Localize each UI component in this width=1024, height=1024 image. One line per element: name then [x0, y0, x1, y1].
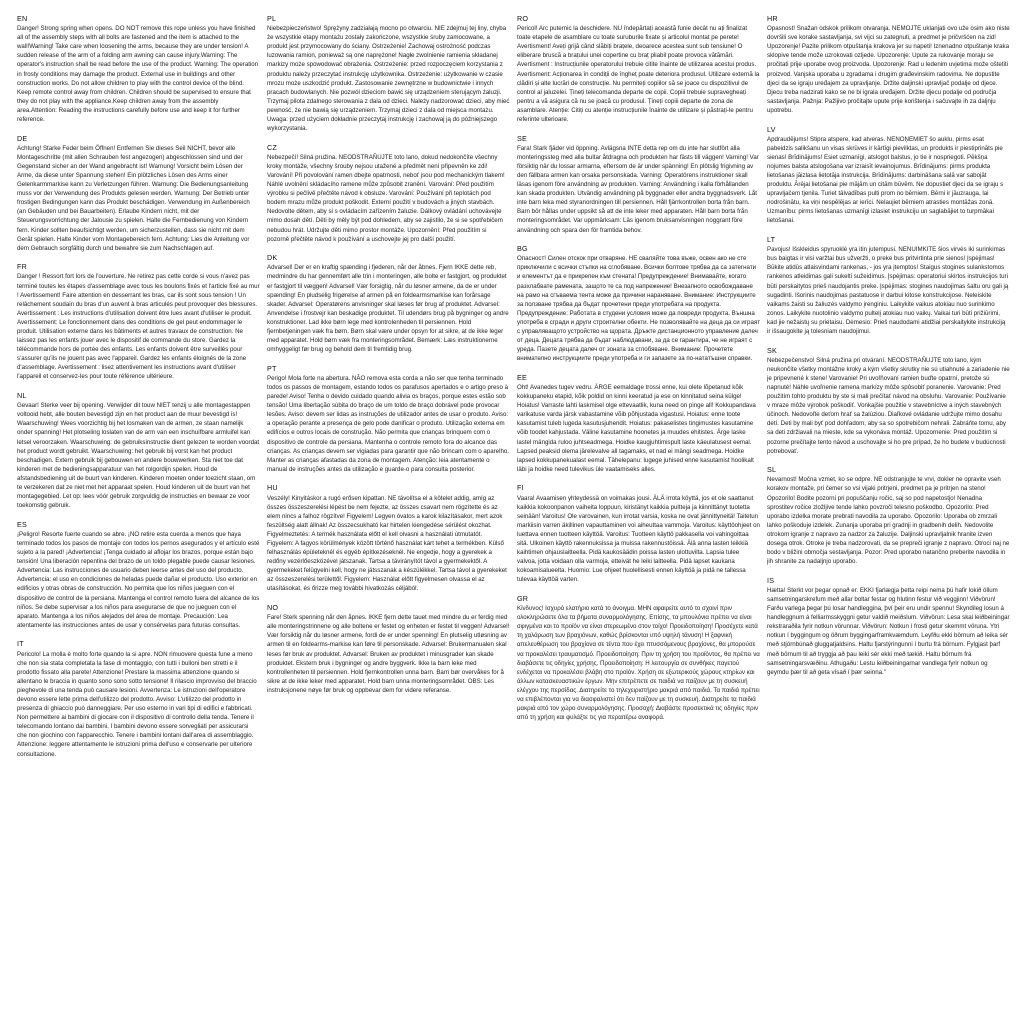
warning-text: Achtung! Starke Feder beim Öffnen! Entfernen Sie dieses Seil NICHT, bevor alle Montageschritte (mit allen Schrauben fest angezogen) abgeschlossen sind und der Gegenstand sicher an der Wand angebracht ist! Warnung! Vorsicht beim Lösen der Arme, da diese unter Spannung stehen! Ein plötzliches Lösen des Arms einer Gelenkarmmarkise kann zu Verletzungen führen. Warnung: Die Bedienungsanleitung muss vor der Verwendung des Produkts gelesen werden. Warnung: Der Betrieb unter frostigen Bedingungen kann das Produkt beschädigen. Verwendung im Außenbereich (an Gebäuden und bei Bauarbeiten). Erlaube Kindern nicht, mit der Steuerungsvorrichtung der Jalousie zu spielen. Halte die Fernbedienung von Kindern fern. Kinder sollten beaufsichtigt werden, um sicherzustellen, dass sie nicht mit dem Gerät spielen. Halte Kinder vom Montagebereich fern. Achtung: Lies die Anleitung vor dem Gebrauch sorgfältig durch und bewahre sie zum Nachschlagen auf. — [17, 144, 250, 252]
language-section-hr — [767, 14, 1010, 115]
warning-text: Oht! Avanedes tugev vedru. ÄRGE eemaldage trossi enne, kui olete lõpetanud kõik kokkupaneku etapid, kõik poldid on kinni keeratud ja ese on kinnitatud seina külge! Hoiatus! Varraste lahti laskmisel olge ettevaatlik, kuna need on pinge all! Kokkupandava varikatuse varda järsk vabastamine võib põhjustada vigastusi. Hoiatus: enne toote kasutamist tuleb lugeda kasutusjuhendit. Hoiatus: pakaselistes tingimustes kasutamine võib toodet kahjustada. Väline kasutamine hoonetes ja muudes ehitistes. Ärge laske lastel mängida ruloo juhtseadmega. Hoidke kaugjuhtimispult laste käeulatusest eemal. Lapsed peaksid olema järelevalve all tagamaks, et nad ei mängi seadmega. Hoidke lapsed kokkupanekualast eemal. Tähelepanu: lugege juhised enne kasutamist hoolikalt läbi ja hoidke need tulevikus üle vaatamiseks alles. — [517, 383, 756, 473]
warning-text: Vaara! Avaamisen yhteydessä on voimakas jousi. ÄLÄ irrota köyttä, jos et ole saattanut kaikkia kokoonpanon vaiheita loppuun, kiristänyt kaikkia pultteja ja kiinnittänyt tuotetta seinään! Varoitus! Ole varovainen, kun irrotat varsia, koska ne ovat jännittyneitä! Taitetun markiisin varren äkillinen vapauttaminen voi aiheuttaa vammoja. Varoitus: käyttöohjeet on luettava ennen tuotteen käyttöä. Varoitus: Tuotteen käyttö pakkasella voi vahingoittaa sitä. Ulkoinen käyttö rakennuksissa ja muissa rakennustöissä. Älä anna lasten leikkiä kaihtimen ohjauslaitteella. Pidä kaukosäädin poissa lasten ulottuvilta. Lapsia tulee valvoa, jotta voidaan olla varmoja, etteivät he leiki laitteella. Pidä lapset kaukana kokoamisalueelta. Huomio: Lue ohjeet huolellisesti ennen käyttöä ja pidä ne tallessa tulevaa käyttöä varten. — [517, 494, 760, 584]
language-code: ES — [17, 519, 27, 529]
language-section-hu — [267, 483, 510, 593]
language-code: RO — [517, 14, 529, 23]
language-section-en — [17, 14, 260, 124]
language-section-gr — [517, 594, 760, 722]
column-2 — [267, 14, 510, 1018]
warning-text: Pericolo! La molla è molto forte quando la si apre. NON rimuovere questa fune a meno che non sia stata completata la fase di montaggio, con tutti i bulloni ben stretti e il prodotto fissato alla parete! Attenzione! Prestare la massima attenzione quando si allentano le braccia in quanto sono sono sotto tensione! Il rilascio improvviso del braccio pieghevole di una tenda può causare lesioni. Avvertenza: Le istruzioni dell'operatore devono essere lette prima dell'utilizzo del prodotto. Avviso: L'utilizzo del prodotto in presenza di ghiaccio può danneggiare. Per uso esterno in vari tipi di edifici e fabbricati. Non permettere ai bambini di giocare con il dispositivo di controllo della tenda. Tenere il telecomando lontano dai bambini. I bambini devono essere sorvegliati per assicurarsi che non giochino con l'apparecchio. Tenere i bambini lontani dall'area di assemblaggio. Attenzione: leggere attentamente le istruzioni prima dell'uso e conservarle per ulteriore consultazione. — [17, 650, 257, 758]
warning-text: Fare! Sterk spenning når den åpnes. IKKE fjern dette tauet med mindre du er ferdig med alle monteringstrinnene og alle boltene er festet og enheten er festet til veggen! Advarsel! Vær forsiktig når du løsner armene, fordi de er under spenning! En plutselig utløsning av armen til en foldearms-markise kan føre til personskade. Advarsel: Brukermanualen skal leses før bruk av produktet. Advarsel: Bruken av produktet i minusgrader kan skade produktet. Ekstern bruk i bygninger og andre byggverk. Ikke la barn leke med kontrollenheten til persiennen. Hold fjernkontrollen unna barn. Barn bør overvåkes for å sikre at de ikke leker med apparatet. Hold barn unna monteringsområdet. OBS: Les instruksjonene nøye før bruk og oppbevar dem for videre referanse. — [267, 614, 510, 694]
language-section-ee — [517, 373, 760, 474]
language-section-cz — [267, 143, 510, 244]
language-code: GR — [517, 593, 529, 603]
language-code: CZ — [267, 142, 277, 152]
language-section-de — [17, 134, 260, 253]
language-code: EN — [17, 14, 28, 23]
warning-text: Advarsel! Der er en kraftig spænding i fjederen, når der åbnes. Fjern IKKE dette reb, medmindre du har gennemført alle trin i monteringen, alle bolte er fastgjort, og produktet er fastgjort til væggen! Advarsel! Vær forsigtig, når du løsner armene, da de er under spænding! En pludselig frigørelse af armen på en foldearmsmarkise kan forårsage skader. Advarsel: Operatørens anvisninger skal læses før brug af produktet. Advarsel: Anvendelse i frostvejr kan beskadige produktet. Til udendørs brug på bygninger og andre konstruktioner. Lad ikke børn lege med kontrolenheden til persiennen. Hold fjernbetjeningen væk fra børn. Børn skal være under opsyn for at sikre, at de ikke leger med apparatet. Hold børn væk fra monteringsområdet. Bemærk: Læs instruktionerne omhyggeligt før brug og behold dem til fremtidig brug. — [267, 264, 509, 354]
language-code: BG — [517, 244, 528, 254]
language-section-lv — [767, 125, 1010, 226]
warning-text: Pavojus! Išskleidus spyruoklė yra itin jutempusi. NENUIMKITE šios virvės iki surinkimas bus baigtas ir visi varžtai bus užveržti, o preke bus pritvirtinta prie sienos! Įspėjimas! Būkite atidūs atlaisvindami rankenas, - jos yra įtemptos! Staigus stogines sulankstomos rankenos atleidimas gali sukelti sužeidimus. Įspėjimas: operatoriui skirtos instrukcijos turi būti perskaitytos prieš naudojantis preke. Įspėjimas: stogines naudojimas šaltu oru gali ją sugadinti. Išorinis naudojimas pastatuose ir darbui kitose konstrukcijose. Neleiskite vaikams žaisti su žaliuzės valdymo įrenginiu. Laikykite vaikus atokiau nuo surinkimo zonos. Laikykite nuotolinio valdymo pultelį atokiau nuo vaikų. Vaikai turi būti prižiūrimi, kad jie nežaistų su prietaisu. Dėmesio: Prieš naudodami atidžiai perskaitykite instrukciją ir išsaugokite ją tolesniam naudojimui. — [767, 246, 1009, 335]
column-4 — [767, 14, 1010, 1018]
language-section-sk — [767, 346, 1010, 456]
language-section-it — [17, 639, 260, 758]
warning-text: Veszély! Kinyitáskor a rugó erősen kipattan. NE távolítsa el a kötelet addig, amíg az összes összeszerelési lépést be nem fejezte, az összes csavart nem rögzítette és az elem nincs a falhoz rögzítve! Figyelem! Legyen óvatos a karok kilazításakor, mert azok feszültség alatt állnak! Az összecsukható kar hirtelen kiengedése sérülést okozhat. Figyelmeztetés: A termék használata előtt el kell olvasni a használati útmutatót. Figyelem: A fagyos körülmények között történő használat kárt tehet a termékben. Külső felhasználás épületeknél és egyéb építkezéseknél. Ne engedje, hogy a gyerekek a redőny vezérlőeszközével játszanak. Tartsa a távirányítót távol a gyermekektől. A gyermekeket felügyelni kell, hogy ne játsszanak a készülékkel. Tartsa távol a gyerekeket az összeszerelési területtől. Figyelem: Használat előtt figyelmesen olvassa el az utasításokat, és őrizze meg további hivatkozás céljából. — [267, 494, 507, 593]
language-code: SE — [517, 133, 527, 143]
language-section-es — [17, 520, 260, 630]
language-section-no — [267, 603, 510, 695]
language-section-dk — [267, 253, 510, 354]
language-code: HR — [767, 14, 778, 23]
language-section-pt — [267, 364, 510, 474]
language-code: LT — [767, 235, 776, 245]
warning-text: Nebezpečí! Silná pružina. NEODSTRAŇUJTE toto lano, dokud nedokončíte všechny kroky montáže, všechny šrouby nejsou utažené a předmět není připevněn ke zdi! Varování! Při povolování ramen dbejte opatrnosti, neboť jsou pod mechanickým tlakem! Náhlé uvolnění skládacího ramene může způsobit zranění. Varování: Před použitím výrobku si pečlivě přečtěte návod k obsluze. Varování: Používání při teplotách pod bodem mrazu může produkt poškodit. Externí použití v budovách a jiných stavbách. Nedovolte dětem, aby si s ovládacím zařízením žaluzie. Dálkový ovládání uchovávejte mimo dosah dětí. Děti by měly být pod dohledem, aby se zajistilo, že si se spotřebičem nebudou hrát. Udržujte děti mimo prostor montáže. Upozornění: Před použitím si pozorně přečtěte návod k používání a uschovejte jej pro další použití. — [267, 153, 505, 243]
warning-text: ¡Peligro! Resorte fuerte cuando se abre. ¡NO retire esta cuerda a menos que haya terminado todos los pasos de montaje con todos los pernos asegurados y el artículo esté sujeto a la pared! ¡Advertencia! ¡Tenga cuidado al aflojar los brazos, porque están bajo tensión! Una liberación repentina del brazo de un toldo plegable puede causar lesiones. Advertencia: Las instrucciones de usuario deben leerse antes del uso del producto. Advertencia: el uso en condiciones de heladas puede dañar el producto. Uso exterior en edificios y otras obras de construcción. No permita que los niños jueguen con el dispositivo de control de la persiana. Mantenga el control remoto fuera del alcance de los niños. Se debe supervisar a los niños para asegurarse de que no jueguen con el aparato. Mantenga a los niños alejados del área de montaje. Precaución: Lea atentamente las instrucciones antes de usar y consérvelas para futuras consultas. — [17, 530, 260, 629]
column-1 — [17, 14, 260, 1018]
language-code: HU — [267, 483, 278, 493]
language-section-se — [517, 134, 760, 235]
language-code: PT — [267, 363, 277, 373]
warning-text: Nevarnost! Močna vzmet, ko se odpre. NE odstranjujte te vrvi, dokler ne opravite vseh korakov montaže, pri čemer so vsi vijaki pritrjeni, predmet pa je pritrjen na steno! Opozorilo! Bodite pozorni pri popuščanju ročic, saj so pod napetostjo! Nenadna sprostitev ročice zložljive tende lahko povzroči telesno poškodbo. Opozorilo: Pred uporabo izdelka morate prebrati navodila za uporabo. Opozorilo: Uporaba ob zmrzali lahko poškoduje izdelek. Zunanja uporaba pri gradnji in gradbenih delih. Nedovolite otrokom igranje z napravo za nadzor za žaluzije. Daljinski upravljalnik hranite izven dosega otrok. Otroke je treba nadzorovati, da se prepreči igranje z napravo. Otroci naj ne bodo v bližini območja sestavljanja. Pozor: Pred uporabo natančno preberite navodila in jih shranite za nadaljnjo uporabo. — [767, 476, 1010, 566]
language-code: IS — [767, 575, 775, 585]
language-code: FR — [17, 262, 27, 272]
language-code: DE — [17, 133, 28, 143]
warning-text: Κίνδυνος! Ισχυρό ελατήριο κατά το άνοιγμα. ΜΗΝ αφαιρείτε αυτό το σχοινί πριν ολοκληρώσετε όλα τα βήματα συναρμολόγησης. Επίσης, τα μπουλόνια πρέπει να είναι σφιγμένα και το προϊόν να είναι στερεωμένο στον τοίχο! Προειδοποίηση! Προσέχετε κατά τη χαλάρωση των βραχιόνων, καθώς βρίσκονται υπό υψηλή τάνυση! Η ξαφνική απελευθέρωση του βραχίονα σε τέντα που έχει πτυσσόμενους βραχίονες, θα μπορούσε να προκαλέσει τραυματισμό. Προειδοποίηση: Πριν τη χρήση του προϊόντος, θα πρέπει να διαβάσετε τις οδηγίες χρήσης. Προειδοποίηση: Η λειτουργία σε συνθήκες παγετού ενδέχεται να προκαλέσει βλάβη στο προϊόν. Χρήση σε εξωτερικούς χώρους κτηρίων και άλλων κατασκευαστικών έργων. Μην επιτρέπετε σε παιδιά να παίζουν με τη συσκευή ελέγχου της περσίδας. Διατηρείτε το τηλεχειριστήριο μακριά από παιδιά. Τα παιδιά πρέπει να επιβλέπονται για να διασφαλιστεί ότι δεν παίζουν με τη συσκευή. Διατηρείτε τα παιδιά μακριά από τον χώρο συναρμολόγησης. Προσοχή: Διαβάστε προσεκτικά τις οδηγίες πριν από τη χρήση και φυλάξτε τις για περαιτέρω αναφορά. — [517, 605, 760, 722]
warning-text: Hætta! Sterkt vor þegar opnað er. EKKI fjarlægja þetta reipi nema þú hafir lokið öllum samsetningarskrefum með allar boltar festar og hlutinn festur við veggjinn! Viðvörun! Farðu varlega þegar þú losar handleggina, því þeir eru undir spennu! Skyndileg losun á handleggnum á felliarmsskyggni getur valdið meiðslum. Viðvörun: Lesa skal leiðbeiningar rekstraraðila fyrir notkun vörunnar. Viðvörun: Notkun í frosti getur skemmt vöruna. Ytri notkun í byggingum og öðrum byggingarframkvæmdum. Leyfðu ekki börnum að leika sér með stjórnbúnað gluggatjaldsins. Haltu fjarstýringunni í burtu frá börnum. Fylgjast þarf með börnum til að tryggja að þau leiki sér ekki með tækið. Haltu börnum frá samsetningarsvæðinu. Athugaðu: Lestu leiðbeiningarnar vandlega fyrir notkun og geymdu þær til að geta vísað í þær seinna." — [767, 586, 1010, 676]
warning-text: Pericol! Arc puternic la deschidere. NU îndepărtați această funie decât nu ați finalizat toate etapele de asamblare cu toate suruburile fixate și articolul montat pe perete! Avertisment! Aveți grijă când slăbiți brațele, deoarece acestea sunt sub tensiune! O eliberare bruscă a brațului unei copertine cu braț pliabil poate provoca vătămări. Avertisment : Instrucțiunile operatorului trebuie citite înainte de utilizarea acestui produs. Avertisment: Acționarea în condiții de îngheț poate deteriora produsul. Utilizare externă la clădiri și alte lucrări de construcție. Nu permiteți copiilor să se joace cu dispozitivul de control al jaluzelei. Țineți telecomanda departe de copii. Copiii trebuie supravegheați pentru a vă asigura că nu se joacă cu produsul. Țineți copiii departe de zona de asamblare. Atenție: Citiți cu atenție instrucțiunile înainte de utilizare și păstrați-le pentru referinte ulterioare. — [517, 25, 760, 124]
warning-text: Danger! Strong spring when opens. DO NOT remove this rope unless you have finished all of the assembly steps with all bolts are fastened and the item is attached to the wall!Warning! Take care when loosening the arms, because they are under tension! A sudden release of the arm of a folding arm awning can cause injury.Warning: The operator's instruction shall be read before the use of the product. Warning: The operation in frosty conditions may damage the product. External use in buildings and other construction works. Do not allow children to play with the control device of the blind. Keep remote control away from children. Children should be supervised to ensure that they do not play with the appliance.Keep children away from the assembly area.Attention: Reading the instructions carefully before use and keep it for further reference. — [17, 25, 259, 124]
warning-text: Nebezpečenstvo! Silná pružina pri otváraní. NEODSTRAŇUJTE toto lano, kým neukončíte všetky montážne kroky a kým všetky skrutky nie sú utiahnuté a zariadenie nie je pripevnené k stene! Varovanie! Pri uvoľňovaní ramien buďte opatrní, pretože sú napnuté! Náhle uvoľnenie ramena markízy môže spôsobiť poranenie. Varovanie: Pred použitím tohto produktu by ste si mali prečítať návod na obsluhu. Varovanie: Používanie v mraze môže výrobok poškodiť. Vonkajšie použitie v stavebníctve a iných stavebných účinoch. Nedovoľte deťom hrať sa žalúziou. Diaľkové ovládanie udržujte mimo dosahu detí. Deti by mali byť pod dohľadom, aby sa so spotrebičom nehrali. Zabráňte tomu, aby sa deti zdržiavali na mieste, kde sa vykonáva montáž. Upozornenie: Pred použitím si pozorne prečítajte tento návod a uschovajte si ho pre prípad, že ho budete v budúcnosti potrebovať. — [767, 356, 1010, 455]
warning-text: Niebezpieczeństwo! Sprężyny zadziałają mocno po otwarciu. NIE zdejmuj tej liny, chyba że wszystkie etapy montażu zostały zakończone, wszystkie śruby zamocowane, a produkt jest przymocowany do ściany. Ostrzeżenie! Zachowaj ostrożność podczas luzowania ramion, ponieważ są one naprężone! Nagłe zwolnienie ramienia składanej markizy może spowodować obrażenia. Ostrzeżenie: przed rozpoczęciem korzystania z produktu należy przeczytać instrukcję użytkownika. Ostrzeżenie: użytkowanie w czasie mrozu może uszkodzić produkt. Zastosowanie zewnętrzne w budownictwie i innych pracach budowlanych. Nie pozwól dzieciom bawić się urządzeniem sterującym żaluzji. Trzymaj pilota zdalnego sterowania z dala od dzieci. Należy nadzorować dzieci, aby mieć pewność, że nie bawią się urządzeniem. Trzymaj dzieci z dala od miejsca montażu. Uwaga: przed użyciem dokładnie przeczytaj instrukcję i zachowaj ją do późniejszego wykorzystania. — [267, 25, 510, 133]
warning-text: Perigo! Mola forte na abertura. NÃO remova esta corda a não ser que tenha terminado todos os passos de montagem, estando todos os parafusos apertados e o artigo preso à parede! Aviso! Tenha o devido cuidado quando alivia os braços, porque estes estão sob tensão! Uma libertação súbita do braço de um toldo de braço dobrável pode provocar lesões. Aviso: devem ser lidas as instruções de utilizador antes de usar o produto. Aviso: a operação perante a presença de gelo pode danificar o produto. Utilização externa em edifícios e outros locais de construção. Não permita que crianças brinquem com o dispositivo de controle da persiana. Mantenha o controle remoto fora do alcance das crianças. As crianças devem ser vigiadas para garantir que não brincam com o aparelho. Manter as crianças afastadas da zona de montagem. Atenção: leia atentamente o manual de instruções antes da utilização e guarde-o para consulta posterior. — [267, 374, 509, 473]
language-code: EE — [517, 372, 527, 382]
language-code: PL — [267, 14, 277, 23]
warning-text: Danger ! Ressort fort lors de l'ouverture. Ne retirez pas cette corde si vous n'avez pas terminé toutes les étapes d'assemblage avec tous les boulons fixés et l'article fixé au mur ! Avertissement! Faire attention en desserrant les bras, car ils sont sous tension ! Un relâchement soudain du bras d'un auvent à bras articulés peut provoquer des blessures. Avertissement : Les instructions d'utilisation doivent être lues avant d'utiliser le produit. Avertissement: Le fonctionnement dans des conditions de gel peut endommager le produit. Utilisation externe dans les bâtiments et autres travaux de construction. Ne laissez pas les enfants jouer avec le dispositif de commande du store. Gardez la télécommande hors de portée des enfants. Les enfants doivent être surveillés pour s'assurer qu'ils ne jouent pas avec l'appareil. Gardez les enfants éloignés de la zone d'assemblage. Avertissement : lisez attentivement les instructions avant d'utiliser l'appareil et conservez-les pour toute référence ultérieure. — [17, 273, 260, 381]
language-code: SL — [767, 465, 777, 475]
language-code: NL — [17, 391, 27, 401]
language-section-sl — [767, 465, 1010, 566]
warning-text: Fara! Stark fjäder vid öppning. Avlägsna INTE detta rep om du inte har slutfört alla monteringssteg med alla bultar åtdragna och produkten har fästs till väggen! Varning! Var försiktig när du lossar armarna, eftersom de är under spänning! En plötslig frigivning av den fällbara armen kan orsaka personskada. Varning: Operatörens instruktioner skall läsas igenom före användning av produkten. Varning: Användning i kalla förhållanden kan skada produkten. Utvändig användning på byggnader eller andra byggnadsverk. Låt inte barn leka med styranordningen till persiennen. Håll fjärrkontrollen borta från barn. Barn bör hållas under uppsikt så att de inte leker med apparaten. Håll barn borta från monteringsområdet. Var uppmärksam: Läs igenom bruksanvisningen noggrant före användning och spara den för framtida behov. — [517, 144, 759, 234]
language-section-bg — [517, 244, 760, 363]
language-section-lt — [767, 235, 1010, 336]
language-code: FI — [517, 483, 524, 493]
language-section-is — [767, 576, 1010, 677]
language-code: DK — [267, 253, 278, 263]
language-section-ro — [517, 14, 760, 124]
warning-text: Опасност! Силен отскок при отваряне. НЕ сваляйте това въже, освен ако не сте приключили с всички стъпки на сглобяване. Всички болтове трябва да са затегнати и елементът да е прикрепен към стената! Предупреждение! Внимавайте, когато разхлабвате рамената, защото те са под напрежение! Внезапното освобождаване на рамо на сгъваема тента може да причини нараняване. Внимание: Инструкциите за ползване трябва да бъдат прочетени преди употребата на продукта. Предупреждение: Работата в студени условия може да повреди продукта. Външна употреба в сгради и други строителни обекти. Не позволявайте на деца да си играят с управляващото устройство на щората. Дръжте дистанционното управление далеч от деца. Децата трябва да бъдат наблюдавани, за да се гарантира, че не играят с уреда. Пазете децата далеч от зоната за сглобяване. Внимание: Прочетете внимателно инструкциите преди употреба и ги запазете за по-нататъшни справки. — [517, 255, 760, 363]
warning-text: Apdraudējums! Stipra atspere, kad atveras. NENOŅEMIET šo auklu, pirms esat pabeidzis salikšanu un visas skrūves ir kārtīgi pievilktas, un produkts ir piestiprināts pie sienas! Brīdinājums! Esiet uzmanīgi, atslogot balstus, jo tie ir nospriegoti. Pēkšņa nojumes balsta atslogošana var izraisīt ievainojumus. Brīdinājums: pirms produkta lietošanas jāizlasa lietotāja instrukcija. Brīdinājums: darbināšana salā var sabojāt produktu. Ārējai lietošanai pie mājām un citām būvēm. Ne dopustiet djeci da se igraju s upravljačem tjenila. Turiet tālvadības pulti prom no bērniem. Bērni ir jāuzrauga, lai nodrošinātu, ka viņi nespēlējas ar ierīci. Nelaujiet bērniem atrasties montāžas zonā. Uzmanību: pirms lietošanas uzmanīgi izlasiet instrukciju un saglabājiet to turpmākai lietošanai. — [767, 135, 1004, 225]
column-3 — [517, 14, 760, 1018]
language-section-fr — [17, 262, 260, 381]
language-code: IT — [17, 639, 24, 649]
language-code: LV — [767, 124, 776, 134]
language-section-pl — [267, 14, 510, 133]
language-section-nl — [17, 391, 260, 510]
warning-text: Opasnost! Snažan odskok prilikom otvaranja. NEMOJTE uklanjati ovo uže osim ako niste dovršili sve korake sastavljanja, svi vijci su zategnuti, a predmet je pričvršćen na zid! Upozorenje! Pazite prilikom otpuštanja krakova jer su napeti! Iznenadno otpuštanje kraka sklopive tende može uzrokovati ozljede. Upozorenje: Upute za rukovanje moraju se pročitati prije uporabe ovog proizvoda. Upozorenje: Rad u ledenim uvjetima može oštetiti proizvod. Vanjska uporaba u zgradama i drugim građevinskim radovima. Ne dopustite djeci da se igraju uređajem za upravljanje. Držite daljinski upravljač podalje od djece. Djecu treba nadzirati kako se ne bi igrala uređajem. Držite djecu podalje od područja sastavljanja. Pažnja: Pažljivo pročitajte upute prije korištenja i sačuvajte ih za daljnju upotrebu. — [767, 25, 1010, 114]
language-section-fi — [517, 483, 760, 584]
warning-text: Gevaar! Sterke veer bij opening. Verwijder dit touw NIET tenzij u alle montagestappen voltooid hebt, alle bouten bevestigd zijn en het product aan de muur bevestigd is! Waarschuwing! Wees voorzichtig bij het losmaken van de armen, ze staan namelijk onder spanning! Het plotseling loslaten van de arm van een inschuifbare armluifel kan letsel veroorzaken. Waarschuwing: de gebruiksinstructie dient gelezen te worden voordat het product wordt gebruikt. Waarschuwing: het gebruik bij vorst kan het product beschadigen. Extern gebruik bij gebouwen en andere bouwwerken. Sta niet toe dat kinderen met de bedieningsapparatuur van het rolgordijn spelen. Houd de afstandsbediening uit de buurt van kinderen. Kinderen moeten onder toezicht staan, om te verzekeren dat ze niet met het apparaat spelen. Houd kinderen uit de buurt van het montagegebied. Let op: lees vóór gebruik zorgvuldig de instructies en bewaar ze voor toekomstig gebruik. — [17, 402, 260, 510]
language-code: SK — [767, 345, 777, 355]
language-code: NO — [267, 603, 279, 613]
